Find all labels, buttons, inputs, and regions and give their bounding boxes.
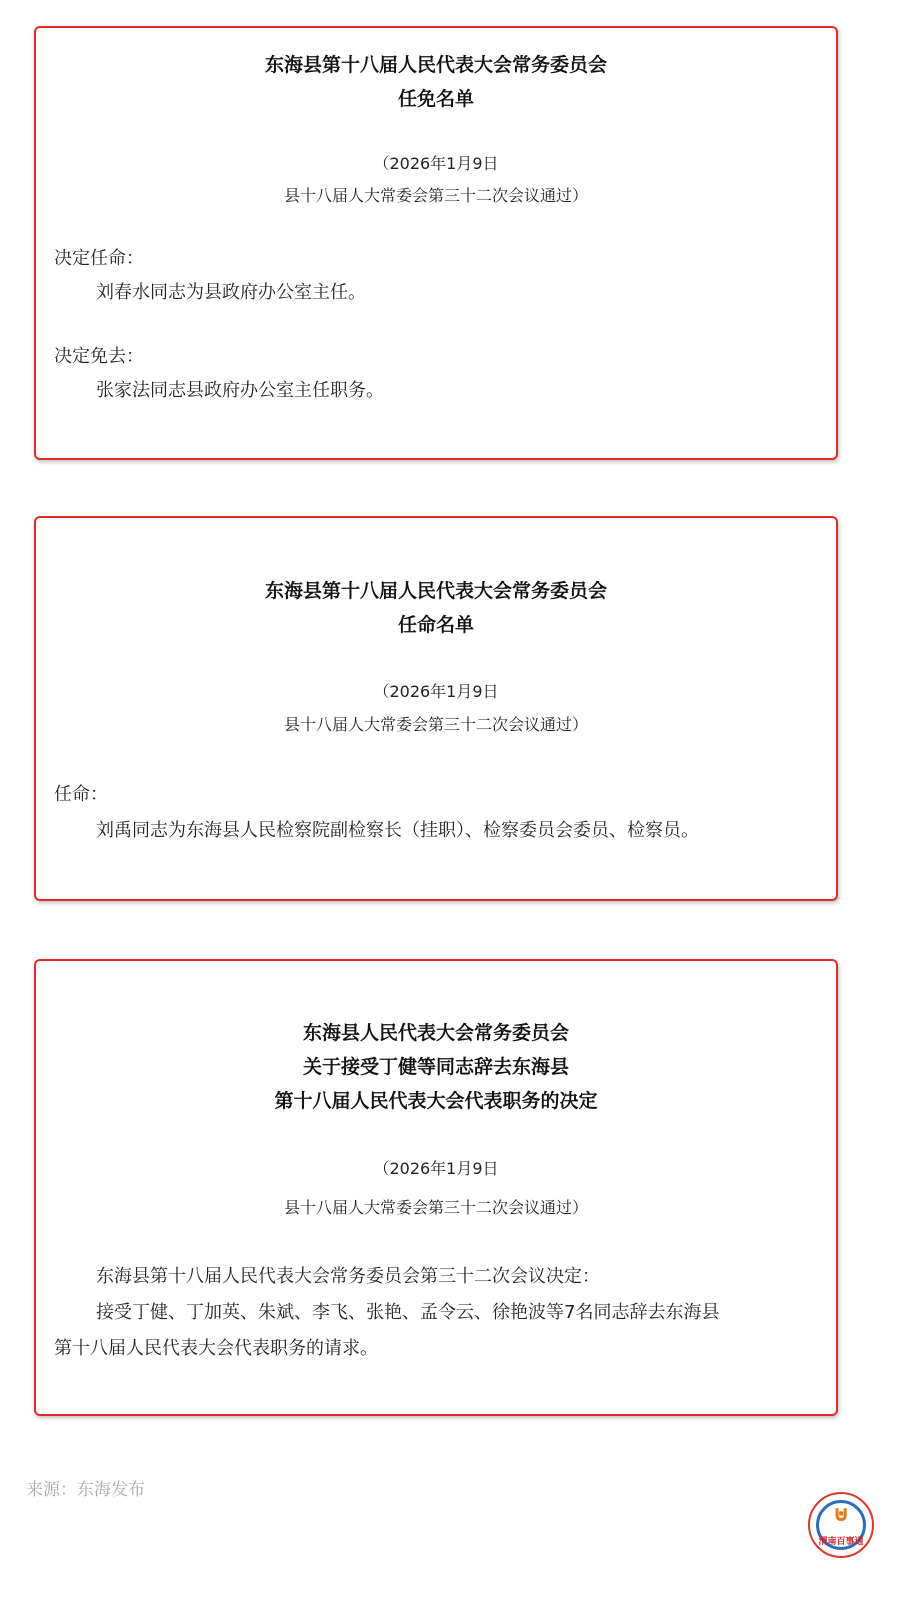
card-date-line2: 县十八届人大常委会第三十二次会议通过） bbox=[283, 186, 588, 205]
card-title-line3: 第十八届人民代表大会代表职务的决定 bbox=[274, 1090, 598, 1112]
decision-paragraph: 东海县第十八届人民代表大会常务委员会第三十二次会议决定： bbox=[96, 1266, 600, 1287]
appoint-heading: 决定任命： bbox=[54, 248, 144, 269]
card-date-line2: 县十八届人大常委会第三十二次会议通过） bbox=[283, 715, 588, 734]
card-title-line1: 东海县第十八届人民代表大会常务委员会 bbox=[264, 580, 607, 602]
resignation-decision-card bbox=[34, 959, 838, 1416]
logo-text: 渭南百事通 bbox=[818, 1537, 864, 1547]
appointment-card bbox=[34, 516, 838, 901]
card-title-line2: 任免名单 bbox=[397, 88, 474, 110]
appoint-item: 刘春水同志为县政府办公室主任。 bbox=[96, 282, 366, 303]
card-title-line2: 关于接受丁健等同志辞去东海县 bbox=[302, 1056, 569, 1078]
publisher-logo-icon bbox=[808, 1492, 874, 1558]
card-date-line1: （2026年1月9日 bbox=[373, 682, 499, 701]
decision-item-line1: 接受丁健、丁加英、朱斌、李飞、张艳、孟令云、徐艳波等7名同志辞去东海县 bbox=[96, 1302, 720, 1323]
appoint-heading: 任命： bbox=[54, 784, 108, 805]
source-attribution: 来源：东海发布 bbox=[26, 1480, 145, 1500]
appoint-item: 刘禹同志为东海县人民检察院副检察长（挂职）、检察委员会委员、检察员。 bbox=[96, 820, 699, 841]
decision-item-line2: 第十八届人民代表大会代表职务的请求。 bbox=[54, 1338, 378, 1359]
remove-heading: 决定免去： bbox=[54, 346, 144, 367]
card-date-line1: （2026年1月9日 bbox=[373, 154, 499, 173]
card-date-line2: 县十八届人大常委会第三十二次会议通过） bbox=[283, 1198, 588, 1217]
card-title-line2: 任命名单 bbox=[397, 614, 474, 636]
logo-mark: ⊍ bbox=[832, 1502, 850, 1527]
card-date-line1: （2026年1月9日 bbox=[373, 1159, 499, 1178]
card-title-line1: 东海县人民代表大会常务委员会 bbox=[302, 1022, 569, 1044]
remove-item: 张家法同志县政府办公室主任职务。 bbox=[96, 380, 384, 401]
card-title-line1: 东海县第十八届人民代表大会常务委员会 bbox=[264, 54, 607, 76]
appointment-removal-card bbox=[34, 26, 838, 460]
